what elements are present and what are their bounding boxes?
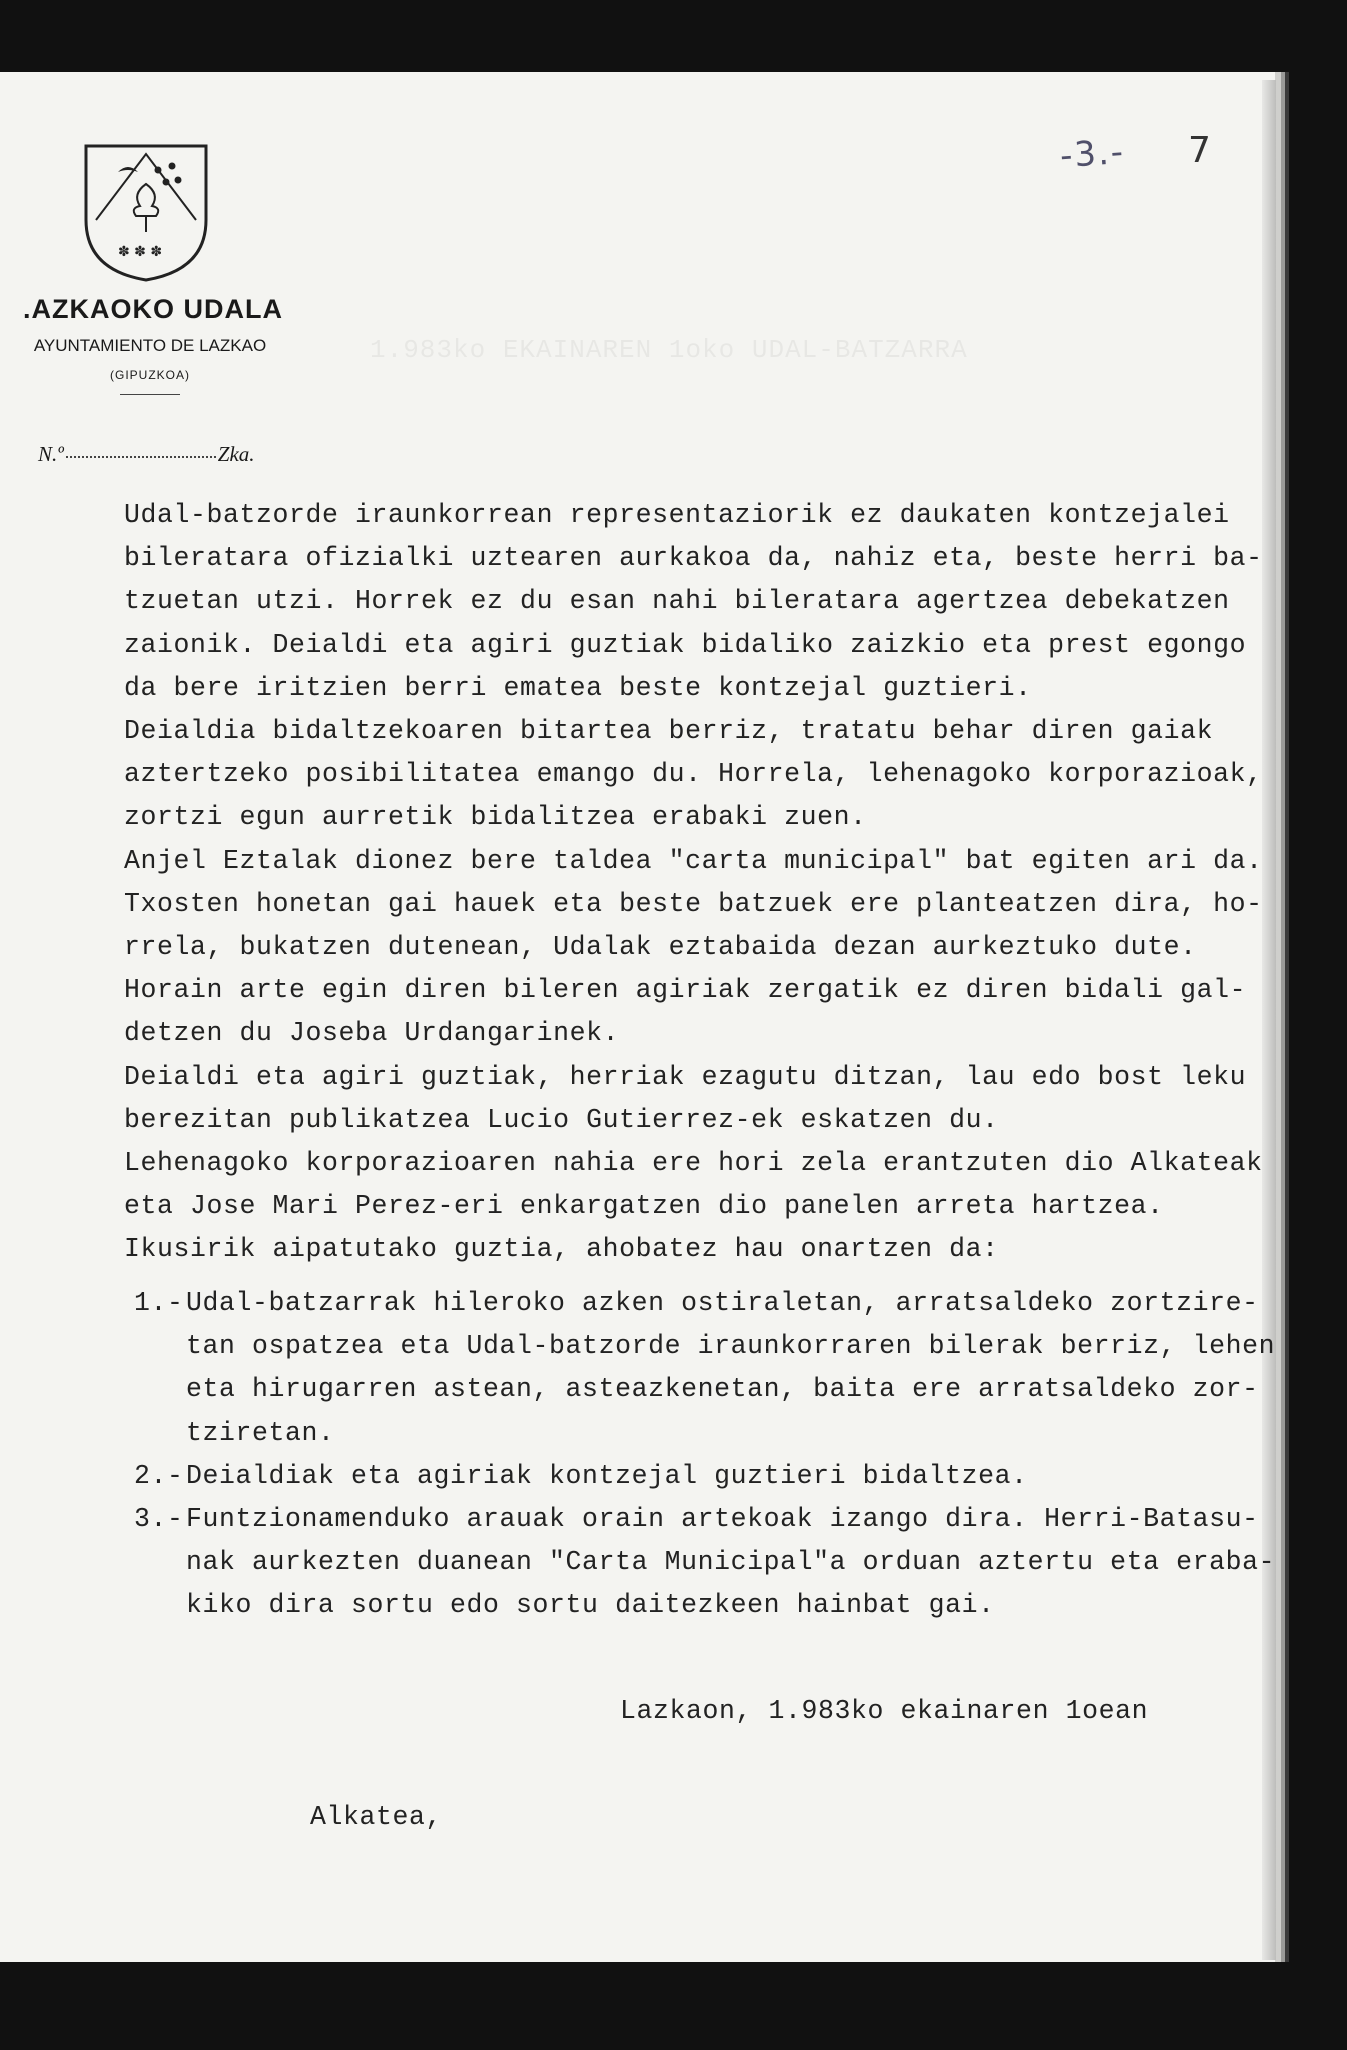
text-line: zortzi egun aurretik bidalitzea erabaki zuen. (124, 802, 867, 833)
text-line: aztertzeko posibilitatea emango du. Horrela, lehenagoko korporazioak, (124, 759, 1263, 790)
resolution-list (134, 1282, 1276, 1628)
text-line: Deialdi eta agiri guztiak, herriak ezagutu ditzan, lau edo bost leku (124, 1061, 1247, 1092)
text-line: nak aurkezten duanean "Carta Municipal"a orduan aztertu eta eraba- (186, 1547, 1276, 1578)
town-subtitle: AYUNTAMIENTO DE LAZKAO (33, 336, 267, 355)
text-line: eta hirugarren astean, asteazkenetan, baita ere arratsaldeko zor- (186, 1374, 1259, 1405)
reference-number-line (38, 442, 278, 467)
handwritten-page-number: -3.- (1058, 131, 1127, 177)
resolution-number: 1.- (134, 1288, 184, 1318)
text-line: Deialdia bidaltzekoaren bitartea berriz, tratatu behar diren gaiak (124, 716, 1214, 747)
signature-label: Alkatea, (310, 1802, 443, 1832)
resolution-number: 3.- (134, 1504, 184, 1535)
text-line: tan ospatzea eta Udal-batzorde iraunkorraren bilerak berriz, lehen (186, 1331, 1276, 1362)
svg-text:✽ ✽ ✽: ✽ ✽ ✽ (118, 244, 163, 260)
text-line: Deialdiak eta agiriak kontzejal guztieri bidaltzea. (186, 1460, 1028, 1491)
text-line: Udal-batzorde iraunkorrean representaziorik ez daukaten kontzejalei (124, 500, 1230, 530)
town-name: .AZKAOKO UDALA (23, 294, 283, 324)
resolution-item (134, 1498, 1276, 1628)
text-line: detzen du Joseba Urdangarinek. (124, 1018, 620, 1049)
number-field (66, 456, 216, 458)
folio-number: 7 (1188, 130, 1211, 171)
dateline: Lazkaon, 1.983ko ekainaren 1oean (620, 1696, 1149, 1726)
province: (GIPUZKOA) (109, 368, 190, 382)
minutes-body (124, 494, 1264, 1272)
text-line: rrela, bukatzen dutenean, Udalak eztabaida dezan aurkeztuko dute. (124, 932, 1197, 963)
text-line: kiko dira sortu edo sortu daitezkeen hainbat gai. (186, 1590, 995, 1621)
text-line: Anjel Eztalak dionez bere taldea "carta municipal" bat egiten ari da. (124, 845, 1263, 876)
text-line: Funtzionamenduko arauak orain artekoak izango dira. Herri-Batasu- (186, 1504, 1259, 1535)
coat-of-arms-icon (82, 142, 210, 284)
number-suffix: Zka. (217, 442, 255, 466)
resolution-number: 2.- (134, 1460, 184, 1491)
text-line: bileratara ofizialki uztearen aurkakoa da, nahiz eta, beste herri ba- (124, 543, 1263, 574)
header-divider (120, 394, 180, 395)
text-line: da bere iritzien berri ematea beste kontzejal guztieri. (124, 672, 1032, 703)
page-edge (1262, 80, 1276, 1960)
resolution-item (134, 1455, 1264, 1498)
text-line: tzuetan utzi. Horrek ez du esan nahi bileratara agertzea debekatzen (124, 586, 1230, 617)
text-line: Ikusirik aipatutako guztia, ahobatez hau onartzen da: (124, 1234, 999, 1265)
text-line: Horain arte egin diren bileren agiriak zergatik ez diren bidali gal- (124, 975, 1247, 1006)
text-line: berezitan publikatzea Lucio Gutierrez-ek eskatzen du. (124, 1104, 999, 1135)
text-line: tziretan. (186, 1417, 335, 1448)
text-line: Udal-batzarrak hileroko azken ostiraletan, arratsaldeko zortzire- (186, 1288, 1259, 1318)
resolution-item (134, 1282, 1276, 1455)
bleed-through-text: 1.983ko EKAINAREN 1oko UDAL-BATZARRA (370, 335, 968, 365)
text-line: Lehenagoko korporazioaren nahia ere hori zela erantzuten dio Alkateak (124, 1148, 1263, 1179)
text-line: Txosten honetan gai hauek eta beste batzuek ere planteatzen dira, ho- (124, 888, 1263, 919)
text-line: eta Jose Mari Perez-eri enkargatzen dio panelen arreta hartzea. (124, 1191, 1164, 1222)
text-line: zaionik. Deialdi eta agiri guztiak bidaliko zaizkio eta prest egongo (124, 629, 1247, 660)
number-label: N.º (38, 442, 64, 466)
